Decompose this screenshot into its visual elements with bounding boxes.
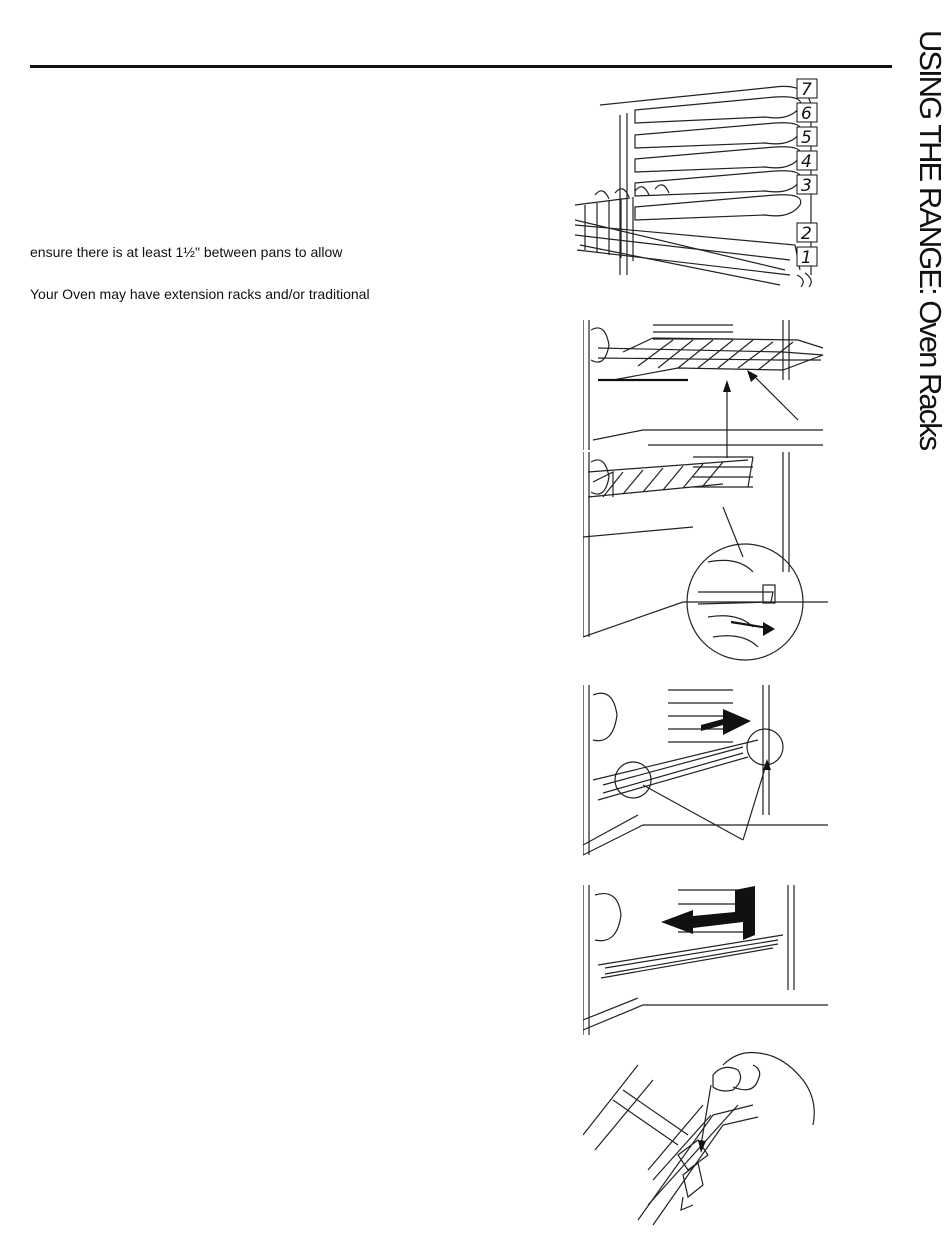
header-rule <box>30 65 892 68</box>
oven-rack <box>598 935 783 978</box>
rack-removal-detail-illustration <box>583 452 828 667</box>
rack-insert-illustration <box>583 880 828 1040</box>
svg-text:1: 1 <box>801 248 812 268</box>
svg-text:5: 5 <box>801 128 812 148</box>
paragraph-rack-types: Your Oven may have extension racks and/or traditional <box>30 286 370 302</box>
hand-icon <box>723 1053 814 1126</box>
rack-lift-illustration <box>583 685 828 860</box>
svg-text:7: 7 <box>801 80 812 100</box>
position-numbers <box>797 79 817 268</box>
svg-text:6: 6 <box>801 104 812 124</box>
magnified-view <box>687 507 803 660</box>
extension-rack-illustration <box>583 320 828 460</box>
svg-text:2: 2 <box>801 224 812 244</box>
rack-slots <box>635 97 801 220</box>
paragraph-pan-spacing: ensure there is at least 1½" between pans to allow <box>30 244 343 260</box>
svg-text:4: 4 <box>801 152 812 172</box>
svg-text:3: 3 <box>801 176 812 196</box>
rack-lock-bracket <box>678 1140 708 1210</box>
section-title: USING THE RANGE: Oven Racks <box>913 30 948 450</box>
rack-positions-illustration <box>575 75 835 290</box>
oven-rack <box>593 729 783 800</box>
callout-arrows <box>643 759 771 840</box>
rack-lock-screwdriver-illustration <box>583 1045 833 1230</box>
oven-rack <box>575 185 800 285</box>
